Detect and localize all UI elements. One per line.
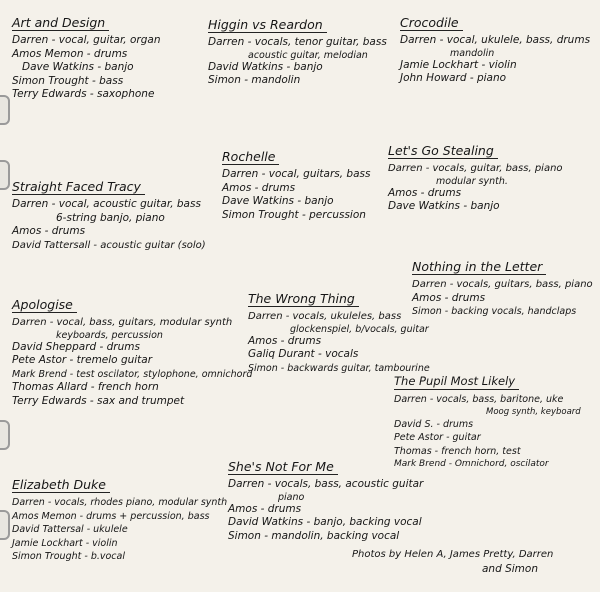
credit-line: David Watkins - banjo, backing vocal: [228, 516, 422, 528]
credit-line: Amos Memon - drums: [12, 47, 128, 60]
photo-credit: [352, 548, 553, 576]
credit-line: Darren - vocals, ukuleles, bass: [248, 311, 402, 322]
credit-line: Simon Trought - b.vocal: [12, 551, 125, 562]
credit-line: Jamie Lockhart - violin: [400, 58, 517, 71]
credit-line: Simon Trought - percussion: [222, 208, 366, 221]
credit-line: Terry Edwards - saxophone: [12, 88, 155, 100]
credit-line: Darren - vocal, ukulele, bass, drums: [400, 34, 591, 46]
credit-line: mandolin: [450, 47, 495, 59]
song-title: Let's Go Stealing: [388, 143, 498, 159]
song-title: Elizabeth Duke: [12, 477, 110, 493]
credit-line: Darren - vocal, guitars, bass: [222, 168, 371, 180]
song-title: Apologise: [12, 297, 77, 313]
credit-line: Mark Brend - test oscilator, stylophone, omnichord: [12, 368, 253, 380]
credit-line: John Howard - piano: [400, 72, 507, 84]
credit-line: piano: [278, 491, 305, 503]
song-title: The Wrong Thing: [248, 291, 359, 307]
credit-line: Amos - drums: [12, 225, 86, 237]
credit-line: Dave Watkins - banjo: [388, 200, 500, 212]
credit-line: Jamie Lockhart - violin: [12, 537, 118, 549]
credit-line: glockenspiel, b/vocals, guitar: [290, 323, 429, 335]
credit-line: Simon - backing vocals, handclaps: [412, 306, 577, 317]
credit-line: Darren - vocal, bass, guitars, modular synth: [12, 317, 233, 328]
credit-line: Darren - vocals, tenor guitar, bass: [208, 36, 387, 48]
song-credits-lets-go-stealing: [388, 140, 563, 214]
credit-line: Galiq Durant - vocals: [248, 348, 359, 360]
song-credits-shes-not-for-me: [228, 456, 423, 543]
credit-line: Darren - vocal, acoustic guitar, bass: [12, 198, 201, 210]
song-credits-rochelle: [222, 146, 370, 222]
credit-line: Moog synth, keyboard: [486, 406, 581, 417]
credit-line: Simon - backwards guitar, tambourine: [248, 362, 430, 374]
song-title: Higgin vs Reardon: [208, 17, 327, 33]
credit-line: Thomas - french horn, test: [394, 445, 521, 457]
credit-line: Darren - vocal, guitar, organ: [12, 34, 161, 46]
song-credits-elizabeth-duke: [12, 474, 227, 564]
credit-line: Simon Trought - bass: [12, 74, 124, 87]
credit-line: Darren - vocals, guitar, bass, piano: [388, 163, 563, 174]
credit-line: Darren - vocals, bass, acoustic guitar: [228, 478, 424, 490]
credit-line: Dave Watkins - banjo: [222, 195, 334, 207]
credit-line: Pete Astor - guitar: [394, 432, 481, 443]
credit-line: modular synth.: [436, 175, 508, 187]
credit-line: Amos Memon - drums + percussion, bass: [12, 510, 210, 522]
credit-line: keyboards, percussion: [56, 329, 163, 341]
credit-line: David Watkins - banjo: [208, 60, 323, 73]
song-credits-the-wrong-thing: [248, 288, 430, 375]
credit-line: acoustic guitar, melodian: [248, 49, 368, 61]
song-credits-straight-faced-tracy: [12, 176, 206, 252]
photo-credit-line: Photos by Helen A, James Pretty, Darren: [352, 549, 554, 560]
credit-line: Simon - mandolin, backing vocal: [228, 529, 400, 542]
credit-line: Simon - mandolin: [208, 74, 301, 86]
song-title: Nothing in the Letter: [412, 259, 546, 275]
song-title: She's Not For Me: [228, 459, 338, 475]
binder-ring: [0, 510, 10, 540]
credit-line: 6-string banjo, piano: [56, 211, 165, 224]
credit-line: Amos - drums: [222, 181, 296, 194]
song-credits-apologise: [12, 294, 252, 408]
credit-line: David Tattersall - acoustic guitar (solo): [12, 239, 206, 251]
binder-ring: [0, 420, 10, 450]
song-title: Art and Design: [12, 15, 109, 31]
credit-line: David Tattersal - ukulele: [12, 524, 128, 535]
credit-line: Darren - vocals, rhodes piano, modular synth: [12, 497, 228, 508]
song-credits-art-and-design: [12, 12, 160, 102]
credit-line: Pete Astor - tremelo guitar: [12, 354, 153, 366]
credit-line: Terry Edwards - sax and trumpet: [12, 394, 185, 407]
credit-line: Amos - drums: [228, 502, 302, 515]
photo-credit-line: and Simon: [482, 563, 538, 575]
song-title: Rochelle: [222, 149, 279, 165]
credit-line: Dave Watkins - banjo: [22, 61, 134, 73]
song-credits-crocodile: [400, 12, 590, 86]
credit-line: David S. - drums: [394, 418, 474, 430]
binder-ring: [0, 160, 10, 190]
credit-line: Darren - vocals, guitars, bass, piano: [412, 279, 593, 290]
song-credits-nothing-in-the-letter: [412, 256, 593, 319]
credit-line: Amos - drums: [248, 334, 322, 347]
credit-line: Amos - drums: [388, 186, 462, 199]
song-credits-higgin-vs-reardon: [208, 14, 387, 88]
song-title: Crocodile: [400, 15, 463, 31]
binder-ring: [0, 95, 10, 125]
credit-line: Thomas Allard - french horn: [12, 381, 159, 393]
credit-line: Darren - vocals, bass, baritone, uke: [394, 394, 564, 405]
song-title: The Pupil Most Likely: [394, 374, 519, 390]
credit-line: Mark Brend - Omnichord, oscilator: [394, 459, 549, 469]
credit-line: Amos - drums: [412, 291, 486, 304]
credit-line: David Sheppard - drums: [12, 340, 140, 353]
song-title: Straight Faced Tracy: [12, 179, 145, 195]
